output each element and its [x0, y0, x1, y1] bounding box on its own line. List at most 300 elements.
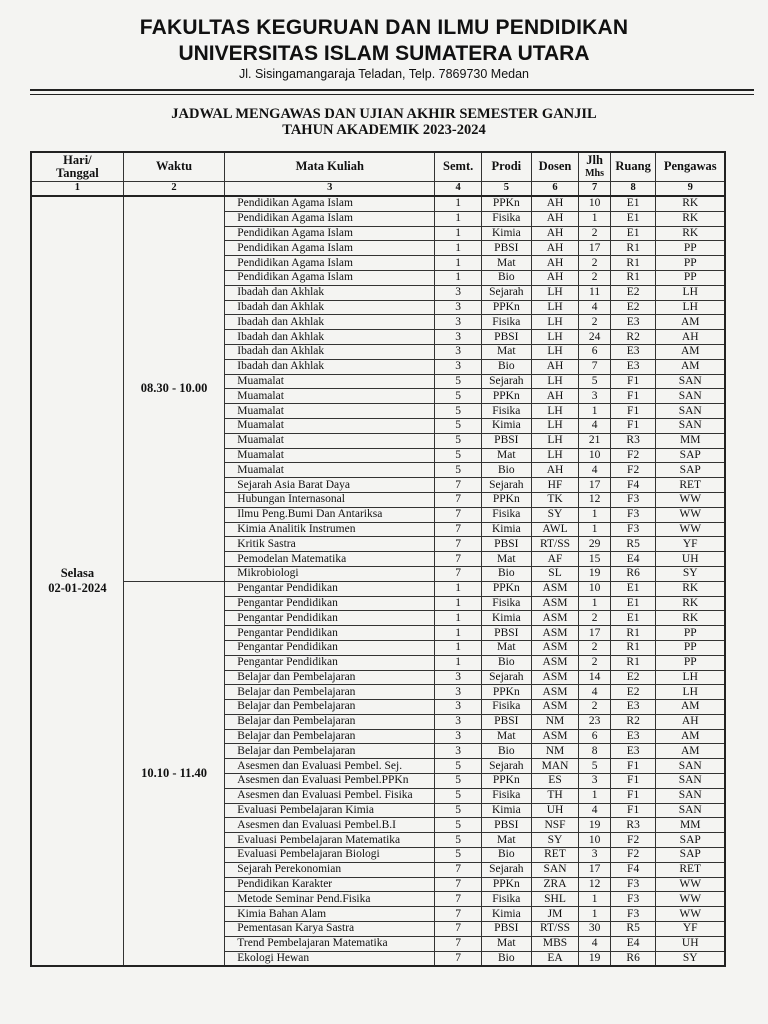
semt-cell: 3	[435, 330, 482, 345]
header-dosen: Dosen	[531, 152, 579, 181]
ruang-cell: F1	[610, 759, 656, 774]
ruang-cell: F3	[610, 907, 656, 922]
prodi-cell: Kimia	[481, 611, 531, 626]
jlh-mhs-cell: 15	[579, 552, 610, 567]
dosen-cell: AH	[531, 389, 579, 404]
semt-cell: 3	[435, 670, 482, 685]
dosen-cell: LH	[531, 300, 579, 315]
ruang-cell: F3	[610, 507, 656, 522]
prodi-cell: Sejarah	[481, 374, 531, 389]
ruang-cell: R1	[610, 655, 656, 670]
ruang-cell: E3	[610, 729, 656, 744]
dosen-cell: LH	[531, 285, 579, 300]
ruang-cell: R1	[610, 241, 656, 256]
mata-kuliah-cell: Muamalat	[225, 404, 435, 419]
pengawas-cell: WW	[656, 907, 725, 922]
mata-kuliah-cell: Pemodelan Matematika	[225, 552, 435, 567]
prodi-cell: Sejarah	[481, 478, 531, 493]
pengawas-cell: WW	[656, 507, 725, 522]
prodi-cell: PBSI	[481, 922, 531, 937]
dosen-cell: EA	[531, 951, 579, 966]
semt-cell: 7	[435, 537, 482, 552]
ruang-cell: E3	[610, 315, 656, 330]
ruang-cell: R6	[610, 566, 656, 581]
mata-kuliah-cell: Trend Pembelajaran Matematika	[225, 936, 435, 951]
semt-cell: 5	[435, 404, 482, 419]
jlh-mhs-cell: 4	[579, 936, 610, 951]
semt-cell: 7	[435, 522, 482, 537]
prodi-cell: PPKn	[481, 774, 531, 789]
prodi-cell: PPKn	[481, 492, 531, 507]
dosen-cell: SAN	[531, 862, 579, 877]
prodi-cell: Kimia	[481, 522, 531, 537]
dosen-cell: ASM	[531, 640, 579, 655]
ruang-cell: R6	[610, 951, 656, 966]
ruang-cell: E1	[610, 581, 656, 596]
mata-kuliah-cell: Ibadah dan Akhlak	[225, 315, 435, 330]
semt-cell: 5	[435, 774, 482, 789]
semt-cell: 5	[435, 818, 482, 833]
jlh-mhs-cell: 2	[579, 700, 610, 715]
pengawas-cell: WW	[656, 522, 725, 537]
dosen-cell: NM	[531, 714, 579, 729]
pengawas-cell: AM	[656, 359, 725, 374]
prodi-cell: Bio	[481, 655, 531, 670]
jlh-mhs-cell: 4	[579, 418, 610, 433]
day-date: 02-01-2024	[48, 581, 107, 596]
prodi-cell: PBSI	[481, 626, 531, 641]
prodi-cell: Sejarah	[481, 759, 531, 774]
pengawas-cell: LH	[656, 300, 725, 315]
jlh-mhs-cell: 1	[579, 907, 610, 922]
session-time: 10.10 - 11.40	[123, 581, 224, 966]
address-line: Jl. Sisingamangaraja Teladan, Telp. 7869730 Medan	[238, 67, 530, 81]
dosen-cell: ASM	[531, 685, 579, 700]
jlh-mhs-cell: 17	[579, 478, 610, 493]
prodi-cell: PBSI	[481, 433, 531, 448]
pengawas-cell: SAP	[656, 848, 725, 863]
header-divider-thin	[30, 94, 754, 95]
prodi-cell: PPKn	[481, 581, 531, 596]
ruang-cell: F1	[610, 418, 656, 433]
mata-kuliah-cell: Ibadah dan Akhlak	[225, 300, 435, 315]
mata-kuliah-cell: Pengantar Pendidikan	[225, 611, 435, 626]
jlh-mhs-cell: 23	[579, 714, 610, 729]
mata-kuliah-cell: Muamalat	[225, 448, 435, 463]
jlh-mhs-cell: 2	[579, 270, 610, 285]
semt-cell: 5	[435, 803, 482, 818]
pengawas-cell: SAP	[656, 448, 725, 463]
pengawas-cell: UH	[656, 936, 725, 951]
mata-kuliah-cell: Sejarah Perekonomian	[225, 862, 435, 877]
jlh-mhs-cell: 10	[579, 448, 610, 463]
table-row	[31, 196, 725, 211]
mata-kuliah-cell: Muamalat	[225, 418, 435, 433]
semt-cell: 5	[435, 418, 482, 433]
ruang-cell: E1	[610, 196, 656, 211]
semt-cell: 7	[435, 922, 482, 937]
mata-kuliah-cell: Sejarah Asia Barat Daya	[225, 478, 435, 493]
mata-kuliah-cell: Kimia Bahan Alam	[225, 907, 435, 922]
prodi-cell: PPKn	[481, 877, 531, 892]
pengawas-cell: PP	[656, 640, 725, 655]
dosen-cell: TK	[531, 492, 579, 507]
pengawas-cell: SAN	[656, 374, 725, 389]
semt-cell: 5	[435, 788, 482, 803]
dosen-cell: LH	[531, 374, 579, 389]
mata-kuliah-cell: Ibadah dan Akhlak	[225, 285, 435, 300]
column-number: 4	[435, 181, 482, 196]
jlh-mhs-cell: 19	[579, 818, 610, 833]
semt-cell: 1	[435, 626, 482, 641]
session-time: 08.30 - 10.00	[123, 196, 224, 581]
ruang-cell: F3	[610, 877, 656, 892]
ruang-cell: R1	[610, 270, 656, 285]
prodi-cell: Mat	[481, 936, 531, 951]
pengawas-cell: AM	[656, 315, 725, 330]
semt-cell: 1	[435, 241, 482, 256]
prodi-cell: Mat	[481, 448, 531, 463]
jlh-mhs-cell: 11	[579, 285, 610, 300]
semt-cell: 7	[435, 892, 482, 907]
dosen-cell: LH	[531, 404, 579, 419]
prodi-cell: Kimia	[481, 907, 531, 922]
mata-kuliah-cell: Hubungan Internasonal	[225, 492, 435, 507]
dosen-cell: ASM	[531, 729, 579, 744]
mata-kuliah-cell: Muamalat	[225, 389, 435, 404]
ruang-cell: E2	[610, 300, 656, 315]
semt-cell: 3	[435, 714, 482, 729]
mata-kuliah-cell: Evaluasi Pembelajaran Kimia	[225, 803, 435, 818]
header-jlh-mhs	[579, 152, 610, 181]
mata-kuliah-cell: Pendidikan Agama Islam	[225, 226, 435, 241]
ruang-cell: E1	[610, 226, 656, 241]
dosen-cell: LH	[531, 330, 579, 345]
semt-cell: 7	[435, 907, 482, 922]
pengawas-cell: AM	[656, 744, 725, 759]
jlh-mhs-cell: 1	[579, 596, 610, 611]
header-divider-thick	[30, 89, 754, 91]
prodi-cell: Fisika	[481, 404, 531, 419]
dosen-cell: AH	[531, 359, 579, 374]
jlh-mhs-cell: 2	[579, 655, 610, 670]
jlh-mhs-cell: 2	[579, 640, 610, 655]
jlh-mhs-cell: 1	[579, 404, 610, 419]
semt-cell: 3	[435, 315, 482, 330]
header-pengawas: Pengawas	[656, 152, 725, 181]
mata-kuliah-cell: Pendidikan Agama Islam	[225, 270, 435, 285]
mata-kuliah-cell: Muamalat	[225, 374, 435, 389]
jlh-mhs-cell: 2	[579, 315, 610, 330]
pengawas-cell: RK	[656, 226, 725, 241]
semt-cell: 3	[435, 344, 482, 359]
prodi-cell: Bio	[481, 744, 531, 759]
ruang-cell: F3	[610, 892, 656, 907]
day-name: Selasa	[60, 566, 95, 581]
semt-cell: 3	[435, 285, 482, 300]
mata-kuliah-cell: Muamalat	[225, 433, 435, 448]
semt-cell: 5	[435, 848, 482, 863]
dosen-cell: NSF	[531, 818, 579, 833]
ruang-cell: R1	[610, 626, 656, 641]
column-number: 3	[225, 181, 435, 196]
prodi-cell: Bio	[481, 270, 531, 285]
pengawas-cell: PP	[656, 256, 725, 271]
jlh-mhs-cell: 17	[579, 626, 610, 641]
semt-cell: 7	[435, 507, 482, 522]
dosen-cell: TH	[531, 788, 579, 803]
column-number-row	[31, 181, 725, 196]
header-prodi: Prodi	[481, 152, 531, 181]
ruang-cell: R5	[610, 537, 656, 552]
ruang-cell: F1	[610, 404, 656, 419]
ruang-cell: F4	[610, 478, 656, 493]
jlh-mhs-cell: 29	[579, 537, 610, 552]
header-mata-kuliah: Mata Kuliah	[225, 152, 435, 181]
pengawas-cell: MM	[656, 818, 725, 833]
semt-cell: 7	[435, 862, 482, 877]
mata-kuliah-cell: Mikrobiologi	[225, 566, 435, 581]
pengawas-cell: LH	[656, 670, 725, 685]
ruang-cell: E1	[610, 611, 656, 626]
prodi-cell: PPKn	[481, 300, 531, 315]
mata-kuliah-cell: Belajar dan Pembelajaran	[225, 685, 435, 700]
pengawas-cell: AM	[656, 344, 725, 359]
pengawas-cell: RK	[656, 611, 725, 626]
prodi-cell: Bio	[481, 359, 531, 374]
table-row	[31, 581, 725, 596]
semt-cell: 1	[435, 655, 482, 670]
pengawas-cell: SAN	[656, 389, 725, 404]
jlh-mhs-cell: 2	[579, 611, 610, 626]
dosen-cell: AH	[531, 211, 579, 226]
jlh-mhs-cell: 4	[579, 300, 610, 315]
semt-cell: 5	[435, 389, 482, 404]
pengawas-cell: SAN	[656, 404, 725, 419]
semt-cell: 1	[435, 256, 482, 271]
jlh-mhs-cell: 19	[579, 951, 610, 966]
dosen-cell: ES	[531, 774, 579, 789]
semt-cell: 7	[435, 492, 482, 507]
pengawas-cell: SAP	[656, 833, 725, 848]
exam-schedule-table	[30, 151, 726, 967]
academic-year-title: TAHUN AKADEMIK 2023-2024	[282, 122, 486, 138]
column-number: 6	[531, 181, 579, 196]
ruang-cell: R2	[610, 714, 656, 729]
prodi-cell: PPKn	[481, 685, 531, 700]
mata-kuliah-cell: Kritik Sastra	[225, 537, 435, 552]
pengawas-cell: SY	[656, 951, 725, 966]
schedule-title: JADWAL MENGAWAS DAN UJIAN AKHIR SEMESTER GANJIL	[171, 106, 597, 122]
pengawas-cell: YF	[656, 922, 725, 937]
dosen-cell: AH	[531, 226, 579, 241]
prodi-cell: Mat	[481, 833, 531, 848]
pengawas-cell: AM	[656, 700, 725, 715]
semt-cell: 3	[435, 700, 482, 715]
jlh-mhs-cell: 24	[579, 330, 610, 345]
ruang-cell: F1	[610, 788, 656, 803]
column-number: 1	[31, 181, 123, 196]
jlh-mhs-cell: 4	[579, 685, 610, 700]
prodi-cell: Fisika	[481, 315, 531, 330]
jlh-mhs-cell: 3	[579, 389, 610, 404]
prodi-cell: Mat	[481, 552, 531, 567]
ruang-cell: F1	[610, 389, 656, 404]
dosen-cell: ASM	[531, 626, 579, 641]
jlh-mhs-cell: 4	[579, 463, 610, 478]
dosen-cell: NM	[531, 744, 579, 759]
mata-kuliah-cell: Asesmen dan Evaluasi Pembel. Fisika	[225, 788, 435, 803]
jlh-mhs-cell: 2	[579, 256, 610, 271]
dosen-cell: LH	[531, 433, 579, 448]
semt-cell: 1	[435, 611, 482, 626]
dosen-cell: ASM	[531, 670, 579, 685]
dosen-cell: AWL	[531, 522, 579, 537]
pengawas-cell: RK	[656, 196, 725, 211]
prodi-cell: Sejarah	[481, 670, 531, 685]
jlh-mhs-cell: 1	[579, 507, 610, 522]
dosen-cell: HF	[531, 478, 579, 493]
mata-kuliah-cell: Asesmen dan Evaluasi Pembel. Sej.	[225, 759, 435, 774]
mata-kuliah-cell: Pengantar Pendidikan	[225, 655, 435, 670]
jlh-mhs-cell: 6	[579, 344, 610, 359]
pengawas-cell: SY	[656, 566, 725, 581]
ruang-cell: F2	[610, 848, 656, 863]
prodi-cell: Kimia	[481, 226, 531, 241]
mata-kuliah-cell: Pementasan Karya Sastra	[225, 922, 435, 937]
mata-kuliah-cell: Ilmu Peng.Bumi Dan Antariksa	[225, 507, 435, 522]
prodi-cell: PBSI	[481, 241, 531, 256]
prodi-cell: Kimia	[481, 803, 531, 818]
column-number: 2	[123, 181, 224, 196]
dosen-cell: SY	[531, 507, 579, 522]
prodi-cell: Bio	[481, 463, 531, 478]
pengawas-cell: RET	[656, 862, 725, 877]
ruang-cell: E1	[610, 596, 656, 611]
mata-kuliah-cell: Muamalat	[225, 463, 435, 478]
jlh-mhs-cell: 6	[579, 729, 610, 744]
dosen-cell: AH	[531, 463, 579, 478]
ruang-cell: E3	[610, 359, 656, 374]
pengawas-cell: SAN	[656, 803, 725, 818]
dosen-cell: JM	[531, 907, 579, 922]
dosen-cell: SHL	[531, 892, 579, 907]
pengawas-cell: RK	[656, 581, 725, 596]
dosen-cell: AH	[531, 270, 579, 285]
prodi-cell: Mat	[481, 729, 531, 744]
ruang-cell: F2	[610, 463, 656, 478]
table-header-row	[31, 152, 725, 181]
prodi-cell: Fisika	[481, 892, 531, 907]
pengawas-cell: AH	[656, 330, 725, 345]
dosen-cell: ASM	[531, 611, 579, 626]
university-name: UNIVERSITAS ISLAM SUMATERA UTARA	[178, 42, 590, 65]
jlh-mhs-cell: 5	[579, 374, 610, 389]
semt-cell: 1	[435, 226, 482, 241]
semt-cell: 7	[435, 936, 482, 951]
pengawas-cell: AM	[656, 729, 725, 744]
ruang-cell: E3	[610, 344, 656, 359]
dosen-cell: RET	[531, 848, 579, 863]
mata-kuliah-cell: Kimia Analitik Instrumen	[225, 522, 435, 537]
prodi-cell: Bio	[481, 848, 531, 863]
dosen-cell: AH	[531, 256, 579, 271]
jlh-mhs-cell: 14	[579, 670, 610, 685]
jlh-mhs-cell: 10	[579, 196, 610, 211]
dosen-cell: AF	[531, 552, 579, 567]
prodi-cell: PBSI	[481, 330, 531, 345]
prodi-cell: Bio	[481, 951, 531, 966]
pengawas-cell: RET	[656, 478, 725, 493]
pengawas-cell: YF	[656, 537, 725, 552]
jlh-mhs-cell: 12	[579, 877, 610, 892]
mata-kuliah-cell: Pendidikan Karakter	[225, 877, 435, 892]
pengawas-cell: RK	[656, 211, 725, 226]
mata-kuliah-cell: Pendidikan Agama Islam	[225, 241, 435, 256]
faculty-name: FAKULTAS KEGURUAN DAN ILMU PENDIDIKAN	[139, 16, 629, 39]
header-hari-tanggal	[31, 152, 123, 181]
jlh-mhs-cell: 3	[579, 848, 610, 863]
ruang-cell: E2	[610, 685, 656, 700]
jlh-mhs-cell: 5	[579, 759, 610, 774]
ruang-cell: R3	[610, 433, 656, 448]
dosen-cell: RT/SS	[531, 537, 579, 552]
mata-kuliah-cell: Ibadah dan Akhlak	[225, 359, 435, 374]
prodi-cell: PPKn	[481, 389, 531, 404]
dosen-cell: AH	[531, 241, 579, 256]
ruang-cell: R1	[610, 640, 656, 655]
prodi-cell: Sejarah	[481, 862, 531, 877]
pengawas-cell: WW	[656, 492, 725, 507]
prodi-cell: PPKn	[481, 196, 531, 211]
jlh-mhs-cell: 19	[579, 566, 610, 581]
semt-cell: 7	[435, 478, 482, 493]
header-tanggal-line: Tanggal	[56, 165, 99, 180]
mata-kuliah-cell: Belajar dan Pembelajaran	[225, 714, 435, 729]
prodi-cell: Fisika	[481, 596, 531, 611]
column-number: 9	[656, 181, 725, 196]
semt-cell: 1	[435, 211, 482, 226]
ruang-cell: F3	[610, 492, 656, 507]
pengawas-cell: PP	[656, 655, 725, 670]
jlh-mhs-cell: 17	[579, 241, 610, 256]
mata-kuliah-cell: Belajar dan Pembelajaran	[225, 700, 435, 715]
dosen-cell: ASM	[531, 581, 579, 596]
pengawas-cell: SAN	[656, 759, 725, 774]
ruang-cell: E3	[610, 744, 656, 759]
dosen-cell: RT/SS	[531, 922, 579, 937]
mata-kuliah-cell: Belajar dan Pembelajaran	[225, 729, 435, 744]
semt-cell: 5	[435, 463, 482, 478]
semt-cell: 5	[435, 433, 482, 448]
pengawas-cell: UH	[656, 552, 725, 567]
ruang-cell: R5	[610, 922, 656, 937]
dosen-cell: ASM	[531, 596, 579, 611]
mata-kuliah-cell: Pendidikan Agama Islam	[225, 256, 435, 271]
dosen-cell: AH	[531, 196, 579, 211]
mata-kuliah-cell: Belajar dan Pembelajaran	[225, 744, 435, 759]
mata-kuliah-cell: Metode Seminar Pend.Fisika	[225, 892, 435, 907]
jlh-mhs-cell: 1	[579, 211, 610, 226]
dosen-cell: LH	[531, 315, 579, 330]
jlh-mhs-cell: 21	[579, 433, 610, 448]
prodi-cell: PBSI	[481, 537, 531, 552]
header-waktu: Waktu	[123, 152, 224, 181]
prodi-cell: Mat	[481, 344, 531, 359]
ruang-cell: F1	[610, 803, 656, 818]
semt-cell: 3	[435, 685, 482, 700]
header-mhs-line: Mhs	[585, 167, 605, 179]
